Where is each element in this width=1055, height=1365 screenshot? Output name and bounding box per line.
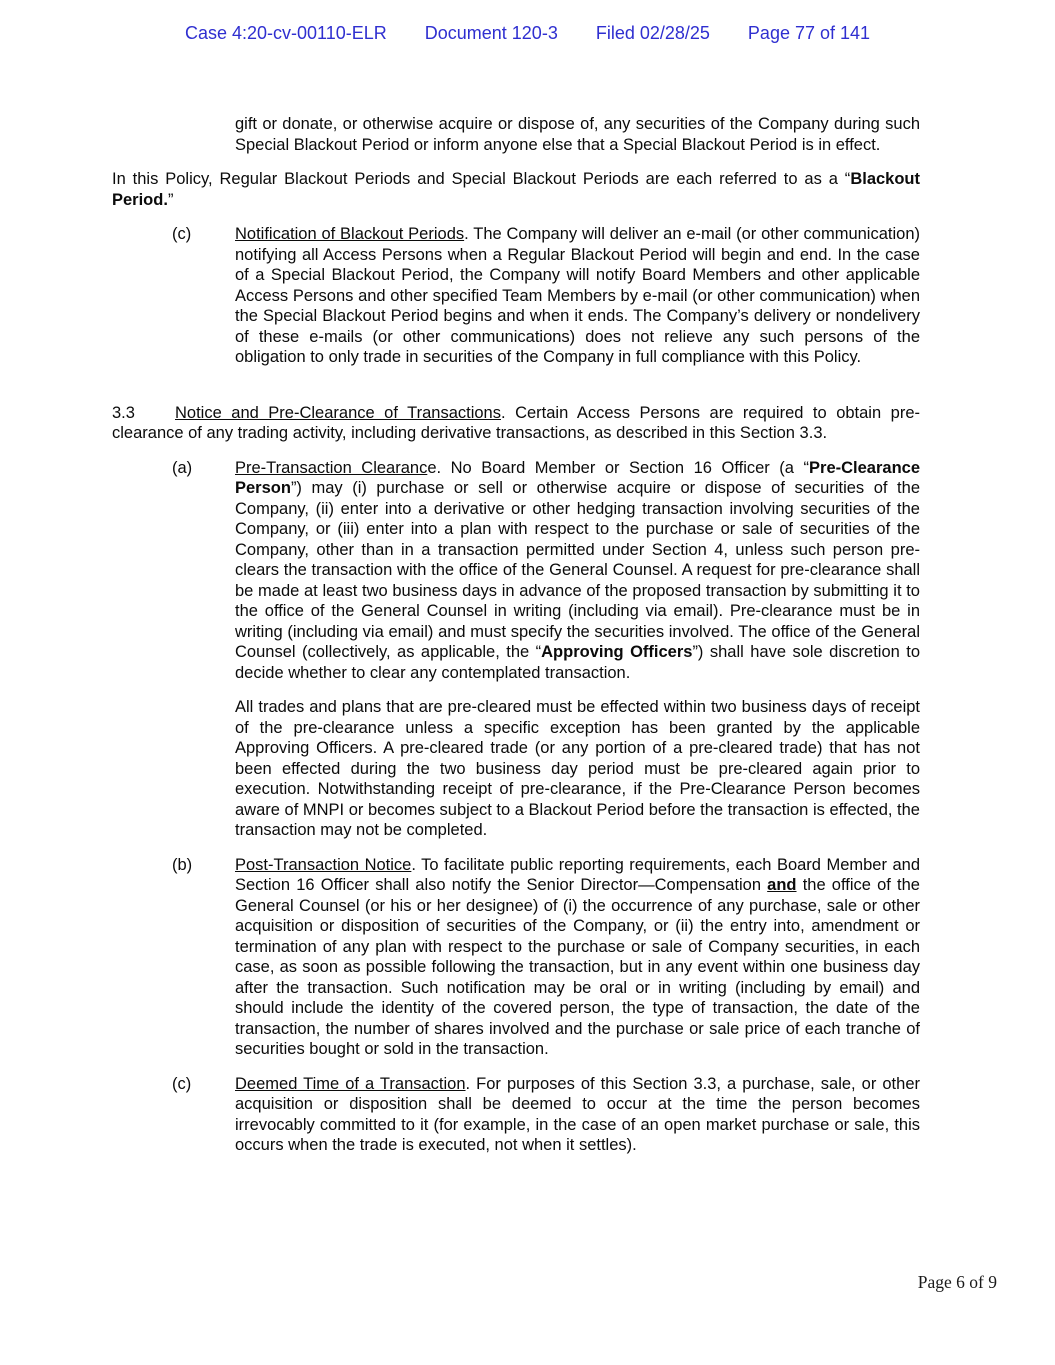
paragraph-text: Notification of Blackout Periods. The Company will deliver an e-mail (or other communication) notifying all Access Persons when a Regular Blackout Period will begin and end. In the case of a Special Blackout Period, the Company will notify Board Members and other applicable Access Persons and other specified Team Members by e-mail (or other communication) when the Special Blackout Period begins and when it ends. The Company’s delivery or nondelivery of these e-mails (or other communications) does not relieve any such persons of the obligation to only trade in securities of the Company in full compliance with this Policy. bbox=[235, 225, 920, 366]
section-3-3-heading-paragraph bbox=[112, 403, 920, 444]
paragraph-text: Post-Transaction Notice. To facilitate public reporting requirements, each Board Member and Section 16 Officer shall also notify the Senior Director—Compensation and the office of the General Counsel (or his or her designee) of (i) the occurrence of any purchase, sale or other acquisition or disposition of securities of the Company, or (ii) the entry into, amendment or termination of any plan with respect to the purchase or sale of Company securities, in each case, as soon as possible following the transaction, but in any event within one business day after the transaction. Such notification may be oral or in writing (including by email) and should include the identity of the covered person, the type of transaction, the date of the transaction, the number of shares involved and the purchase or sale price of each tranche of securities bought or sold in the transaction. bbox=[235, 855, 920, 1058]
header-case-number: Case 4:20-cv-00110-ELR bbox=[184, 23, 387, 43]
footer-page-label: Page 6 of 9 bbox=[917, 1272, 997, 1292]
paragraph-text: Deemed Time of a Transaction. For purposes of this Section 3.3, a purchase, sale, or other acquisition or disposition shall be deemed to occur at the time the person becomes irrevocably committed to it (for example, in the case of an open market purchase or sale, this occurs when the trade is executed, not when it settles). bbox=[235, 1074, 920, 1154]
court-filing-header bbox=[0, 22, 1055, 44]
paragraph-pre-transaction-clearance bbox=[112, 458, 920, 684]
header-filed-date: Filed 02/28/25 bbox=[595, 23, 710, 43]
paragraph-blackout-period-definition: In this Policy, Regular Blackout Periods and Special Blackout Periods are each referred to as a “Blackout Period.” bbox=[112, 170, 920, 209]
list-label: (a) bbox=[172, 458, 193, 477]
list-label: (b) bbox=[172, 855, 193, 874]
header-page-number: Page 77 of 141 bbox=[747, 23, 871, 43]
section-number: 3.3 bbox=[112, 403, 135, 422]
paragraph-text: Notice and Pre-Clearance of Transactions. Certain Access Persons are required to obtain pre-clearance of any trading activity, including derivative transactions, as described in this Section 3.3. bbox=[112, 403, 920, 442]
document-body bbox=[112, 114, 920, 1170]
paragraph-post-transaction-notice bbox=[112, 855, 920, 1060]
list-label: (c) bbox=[172, 225, 192, 243]
list-label: (c) bbox=[172, 1074, 192, 1093]
paragraph-deemed-time-of-transaction bbox=[112, 1074, 920, 1156]
paragraph-text: Pre-Transaction Clearance. No Board Member or Section 16 Officer (a “Pre-Clearance Person”) may (i) purchase or sell or otherwise acquire or dispose of securities of the Company, (ii) enter into a derivative or other hedging transaction involving securities of the Company, or (iii) enter into a plan with respect to the purchase or sale of securities of the Company, other than in a transaction permitted under Section 4, unless such person pre-clears the transaction with the office of the General Counsel. A request for pre-clearance shall be made at least two business days in advance of the proposed transaction by submitting it to the office of the General Counsel in writing (including via email). Pre-clearance must be in writing (including via email) and must specify the securities involved. The office of the General Counsel (collectively, as applicable, the “Approving Officers”) shall have sole discretion to decide whether to clear any contemplated transaction. bbox=[235, 458, 920, 682]
header-document-number: Document 120-3 bbox=[424, 23, 558, 43]
paragraph-all-trades-and-plans: All trades and plans that are pre-cleared must be effected within two business days of receipt of the pre-clearance unless a specific exception has been granted by the applicable Approving Officers. A pre-cleared trade (or any portion of a pre-cleared trade) that has not been effected during the two business day period must be pre-cleared again prior to execution. Notwithstanding receipt of pre-clearance, if the Pre-Clearance Person becomes aware of MNPI or becomes subject to a Blackout Period before the transaction is effected, the transaction may not be completed. bbox=[235, 698, 920, 839]
paragraph-continuation-blackout: gift or donate, or otherwise acquire or dispose of, any securities of the Company during such Special Blackout Period or inform anyone else that a Special Blackout Period is in effect. bbox=[235, 115, 920, 154]
paragraph-notification-of-blackout-periods bbox=[112, 224, 920, 368]
